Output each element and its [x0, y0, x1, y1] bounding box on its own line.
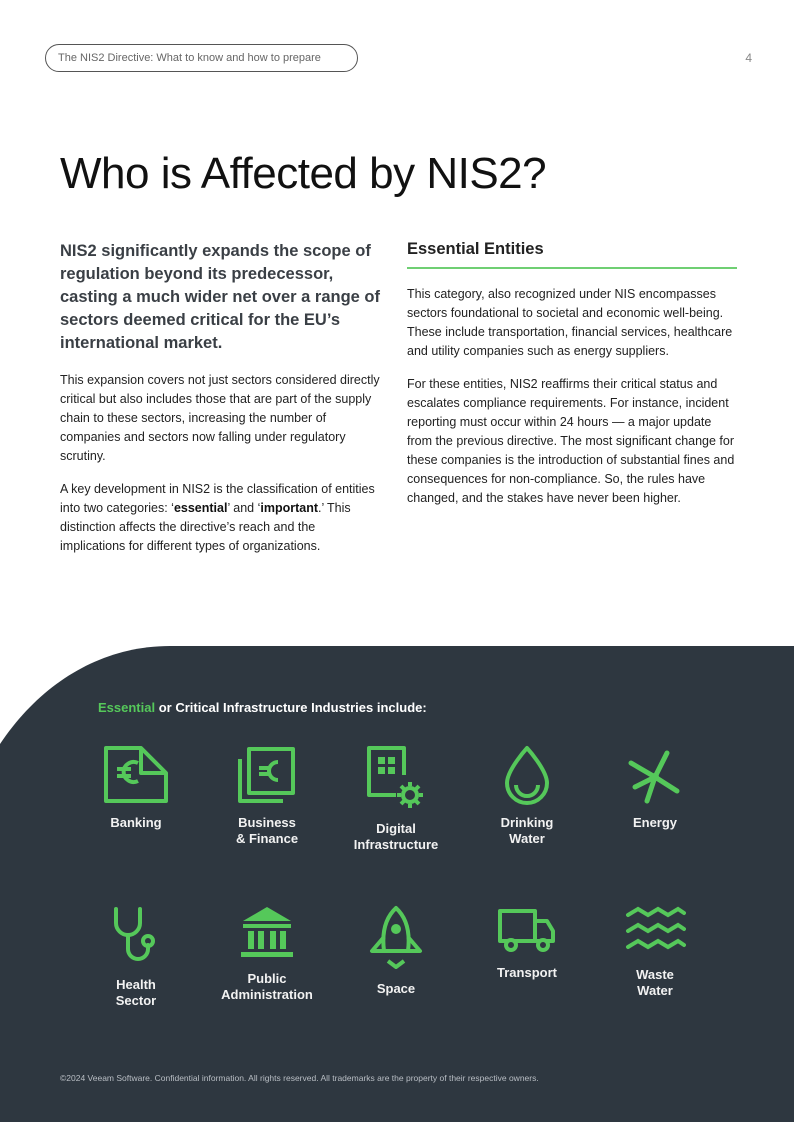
industries-heading-accent: Essential — [98, 700, 156, 715]
essential-entities-heading: Essential Entities — [407, 240, 737, 269]
energy-icon — [625, 745, 685, 805]
industry-label: Space — [376, 981, 416, 996]
industry-waste-water — [595, 905, 715, 999]
right-column — [407, 240, 737, 522]
industry-transport — [467, 905, 587, 981]
industry-space — [336, 905, 456, 997]
footer-copyright: ©2024 Veeam Software. Confidential information. All rights reserved. All trademarks are the property of their respective owners. — [60, 1073, 539, 1083]
industry-label: Banking — [110, 815, 162, 830]
lead-paragraph: NIS2 significantly expands the scope of regulation beyond its predecessor, casting a much wider net over a range of sectors deemed critical for the EU’s international market. — [60, 242, 381, 352]
classification-paragraph — [60, 480, 380, 556]
industry-banking — [76, 745, 196, 831]
digital-infrastructure-icon — [366, 745, 426, 811]
essential-term: essential — [173, 501, 228, 515]
space-icon — [366, 905, 426, 971]
page-number: 4 — [745, 51, 752, 65]
industries-heading — [98, 700, 427, 715]
expansion-paragraph: This expansion covers not just sectors considered directly critical but also includes those that are part of the supply chain to these sectors, increasing the number of companies and sectors now falling under regulatory scrutiny. — [60, 373, 380, 463]
industry-energy — [595, 745, 715, 831]
industries-heading-rest: or Critical Infrastructure Industries include: — [155, 700, 427, 715]
industry-health-sector — [76, 905, 196, 1009]
transport-icon — [497, 905, 557, 955]
header-title: The NIS2 Directive: What to know and how to prepare — [58, 52, 321, 64]
industry-digital-infrastructure — [336, 745, 456, 853]
waste-water-icon — [624, 905, 686, 957]
left-column — [60, 240, 380, 570]
industry-label: Digital Infrastructure — [353, 821, 439, 852]
essential-entities-paragraph-2: For these entities, NIS2 reaffirms their critical status and escalates compliance requirements. For instance, incident reporting must occur within 24 hours — a major update from the previous directive. The most significant change for these companies is the introduction of substantial fines and consequences for non-compliance. So, the rules have changed, and the stakes have never been higher. — [407, 377, 735, 505]
industry-label: Drinking Water — [500, 815, 554, 846]
industry-label: Energy — [632, 815, 678, 830]
drinking-water-icon — [502, 745, 552, 805]
industry-public-administration — [207, 905, 327, 1003]
public-administration-icon — [239, 905, 295, 961]
header-pill — [45, 44, 358, 72]
page-title: Who is Affected by NIS2? — [60, 149, 547, 198]
business-finance-icon — [237, 745, 297, 805]
banking-icon — [103, 745, 169, 805]
health-sector-icon — [106, 905, 166, 967]
industry-drinking-water — [467, 745, 587, 847]
industry-label: Waste Water — [636, 967, 674, 998]
essential-entities-paragraph-1: This category, also recognized under NIS encompasses sectors foundational to societal and economic well-being. These include transportation, financial services, healthcare and utility companies such as energy suppliers. — [407, 287, 733, 358]
industry-label: Health Sector — [115, 977, 157, 1008]
industry-label: Transport — [497, 965, 557, 980]
panel-background — [0, 644, 794, 1122]
important-term: important — [260, 501, 319, 515]
classification-text-c: .’ This distinction affects the directive’s reach and the implications for different types of organizations. — [60, 501, 351, 553]
industry-business-finance — [207, 745, 327, 847]
industry-label: Business & Finance — [235, 815, 299, 846]
classification-text-b: ’ and ‘ — [227, 501, 261, 515]
industries-panel — [0, 644, 794, 1122]
classification-text-a: A key development in NIS2 is the classification of entities into two categories: ‘ — [60, 482, 375, 515]
industry-label: Public Administration — [221, 971, 313, 1002]
